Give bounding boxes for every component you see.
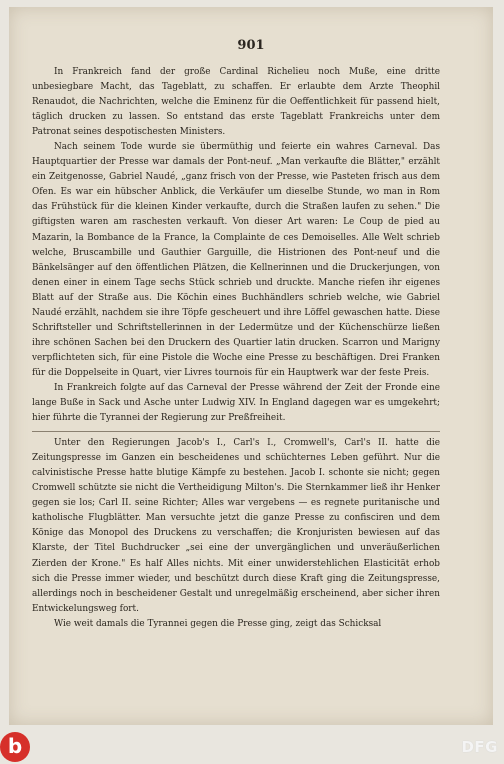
scanned-page bbox=[9, 7, 493, 725]
section-divider bbox=[32, 431, 440, 432]
paragraph-3: In Frankreich folgte auf das Carneval der Presse während der Zeit der Fronde eine lange Buße in Sack und Asche unter Ludwig XIV. In England dagegen war es umgekehrt; hier führte die Tyrannei der Regierung zur Preßfreiheit. bbox=[32, 382, 440, 424]
paragraph-2: Nach seinem Tode wurde sie übermüthig und feierte ein wahres Carneval. Das Hauptquartier der Presse war damals der Pont-neuf. „Man verkaufte die Blätter," erzählt ein Zeitgenosse, Gabriel Naudé, „ganz frisch von der Presse, wie Pasteten frisch aus dem Ofen. Es war ein hübscher Anblick, die Verkäufer um dieselbe Stunde, wo man in Rom das Frühstück für die kleinen Kinder verkaufte, durch die Straßen laufen zu sehen." Die giftigsten waren am raschesten verkauft. Von dieser Art waren: Le Coup de pied au Mazarin, la Bombance de la France, la Complainte de ces Demoiselles. Alle Welt schrieb welche, Bruscambille und Gauthier Garguille, die Histrionen des Pont-neuf und die Bänkelsänger auf den öffentlichen Plätzen, die Kellnerinnen und die Druckerjungen, von denen einer in einem Tage sechs Stück schrieb und druckte. Manche riefen ihr eigenes Blatt auf der Straße aus. Die Köchin eines Buchhändlers schrieb welche, wie Gabriel Naudé erzählt, nachdem sie ihre Töpfe gescheuert und ihre Löffel gewaschen hatte. Diese Schriftsteller und Schriftstellerinnen in der Ledermütze und der Küchenschürze ließen ihre schönen Sachen bei den Druckern des Quartier latin drucken. Scarron und Marigny verpflichteten sich, für eine Pistole die Woche eine Presse zu beschäftigen. Drei Franken für die Doppelseite in Quart, vier Livres tournois für ein Hauptwerk war der feste Preis. bbox=[32, 142, 440, 378]
viewer-footer bbox=[0, 728, 504, 764]
paragraph-1: In Frankreich fand der große Cardinal Richelieu noch Muße, eine dritte unbesiegbare Macht, das Tageblatt, zu schaffen. Er erlaubte dem Arzte Theophil Renaudot, die Nachrichten, welche die Eminenz für die Oeffentlichkeit für passend hielt, täglich drucken zu lassen. So entstand das erste Tageblatt Frankreichs unter dem Patronat seines despotischesten Ministers. bbox=[32, 67, 440, 138]
dfg-logo: DFG bbox=[461, 738, 498, 756]
library-logo-icon[interactable]: b bbox=[0, 732, 30, 762]
paragraph-5: Wie weit damals die Tyrannei gegen die Presse ging, zeigt das Schicksal bbox=[54, 618, 382, 629]
page-body bbox=[32, 65, 440, 632]
paragraph-4: Unter den Regierungen Jacob's I., Carl's I., Cromwell's, Carl's II. hatte die Zeitungspresse im Ganzen ein bescheidenes und schüchternes Leben geführt. Nur die calvinistische Presse hatte blutige Kämpfe zu bestehen. Jacob I. schonte sie nicht; gegen Cromwell schützte sie nicht die Vertheidigung Milton's. Die Sternkammer ließ ihr Henker gegen sie los; Carl II. seine Richter; Alles war vergebens — es regnete puritanische und katholische Flugblätter. Man versuchte jetzt die ganze Presse zu confisciren und dem Könige das Monopol des Druckens zu verschaffen; die Kronjuristen bewiesen auf das Klarste, der Titel Buchdrucker „sei eine der unvergänglichen und unveräußerlichen Zierden der Krone." Es half Alles nichts. Mit einer unwiderstehlichen Elasticität erhob sich die Presse immer wieder, und beschützt durch diese Kraft ging die Zeitungspresse, allerdings noch in bescheidener Gestalt und unregelmäßig erscheinend, aber sicher ihren Entwickelungsweg fort. bbox=[32, 438, 440, 614]
page-number: 901 bbox=[237, 38, 265, 53]
